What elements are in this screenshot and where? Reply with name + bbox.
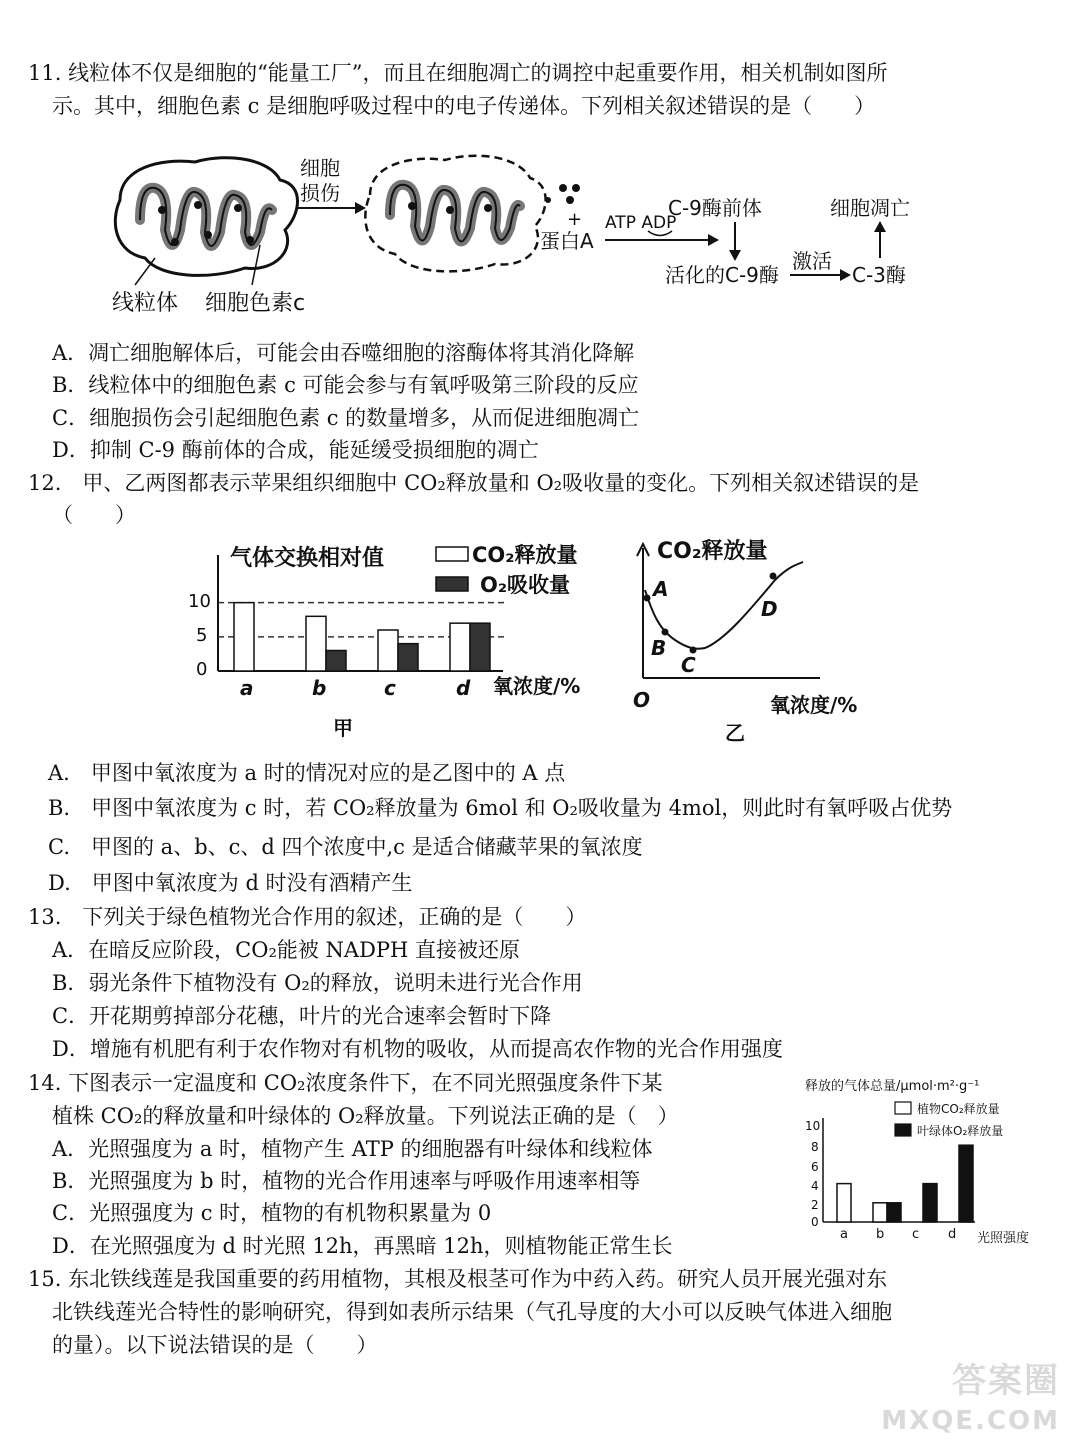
- q14-xtick-c: c: [912, 1227, 920, 1242]
- label-c9-precursor: C-9酶前体: [668, 196, 762, 220]
- q12-option-d: D. 甲图中氧浓度为 d 时没有酒精产生: [48, 871, 413, 895]
- watermark-logo: [881, 1361, 1060, 1441]
- chart-jia-legend-o2: O₂吸收量: [480, 573, 571, 597]
- q13-stem: 13. 下列关于绿色植物光合作用的叙述，正确的是（ ）: [28, 905, 587, 929]
- label-plus: +: [567, 209, 583, 230]
- watermark-logo-text: 答案圈: [952, 1361, 1060, 1401]
- watermark-url: MXQE.COM: [881, 1406, 1060, 1436]
- q14-xtick-a: a: [840, 1227, 848, 1242]
- chart-yi-caption: 乙: [725, 721, 745, 745]
- q12-option-a: A. 甲图中氧浓度为 a 时的情况对应的是乙图中的 A 点: [48, 761, 566, 785]
- q14-option-b: B．光照强度为 b 时，植物的光合作用速率与呼吸作用速率相等: [52, 1169, 641, 1193]
- chart-yi-xlabel: 氧浓度/%: [770, 693, 858, 717]
- jia-xtick-d: d: [456, 676, 471, 700]
- chart-jia: [188, 535, 608, 750]
- chart-jia-caption: 甲: [333, 716, 353, 740]
- q13-option-c: C．开花期剪掉部分花穗，叶片的光合速率会暂时下降: [52, 1004, 552, 1028]
- q12-option-c: C. 甲图的 a、b、c、d 四个浓度中,c 是适合储藏苹果的氧浓度: [48, 835, 643, 859]
- label-damage-top: 细胞: [300, 156, 340, 180]
- chart-yi: [625, 530, 895, 750]
- chart-q14-ytick-10: 10: [805, 1119, 821, 1133]
- q14-bar-a-series0: [837, 1184, 851, 1222]
- chart-q14-ytick-0: 0: [811, 1215, 819, 1229]
- q12-stem-line2: （ ）: [52, 503, 136, 527]
- q14-stem-line1: 14. 下图表示一定温度和 CO₂浓度条件下，在不同光照强度条件下某: [28, 1071, 663, 1095]
- chart-q14-ytick-4: 4: [811, 1179, 819, 1193]
- q14-xtick-b: b: [876, 1227, 885, 1242]
- label-cytochrome-c: 细胞色素c: [205, 291, 306, 315]
- q11-stem-line1: 11. 线粒体不仅是细胞的“能量工厂”，而且在细胞凋亡的调控中起重要作用，相关机制如图所: [28, 61, 888, 85]
- q15-stem-line2: 北铁线莲光合特性的影响研究，得到如表所示结果（气孔导度的大小可以反映气体进入细胞: [52, 1300, 892, 1324]
- q14-bar-c-series1: [923, 1184, 937, 1222]
- jia-bar-c-series0: [378, 630, 398, 671]
- mitochondrion-intact: [115, 158, 297, 285]
- chart-yi-point-a: [644, 595, 651, 602]
- chart-q14: [795, 1070, 1070, 1255]
- chart-jia-legend-swatch-co2: [436, 547, 468, 561]
- jia-bar-d-series0: [450, 623, 470, 671]
- q14-option-a: A．光照强度为 a 时，植物产生 ATP 的细胞器有叶绿体和线粒体: [52, 1137, 653, 1161]
- q11-option-d: D．抑制 C-9 酶前体的合成，能延缓受损细胞的凋亡: [52, 438, 539, 462]
- q11-mechanism-diagram: [100, 140, 940, 315]
- q14-bar-b-series0: [873, 1203, 887, 1222]
- jia-xtick-c: c: [384, 676, 396, 700]
- chart-yi-point-b: [662, 629, 669, 636]
- chart-q14-legend-swatch-co2: [895, 1102, 911, 1114]
- chart-q14-legend-co2: 植物CO₂释放量: [917, 1102, 1000, 1116]
- chart-q14-ytick-8: 8: [811, 1140, 819, 1154]
- label-apoptosis: 细胞凋亡: [830, 196, 910, 220]
- jia-xtick-a: a: [240, 676, 254, 700]
- q14-option-c: C．光照强度为 c 时，植物的有机物积累量为 0: [52, 1201, 492, 1225]
- jia-bar-b-series1: [326, 651, 346, 672]
- jia-bar-d-series1: [470, 623, 490, 671]
- label-damage-bottom: 损伤: [300, 181, 340, 205]
- chart-yi-label-b: B: [651, 636, 667, 660]
- released-cytochrome-c: [545, 184, 580, 204]
- chart-q14-title: 释放的气体总量/μmol·m²·g⁻¹: [805, 1079, 980, 1094]
- q13-option-d: D．增施有机肥有利于农作物对有机物的吸收，从而提高农作物的光合作用强度: [52, 1037, 783, 1061]
- q14-bar-b-series1: [887, 1203, 901, 1222]
- chart-yi-curve: [645, 562, 803, 649]
- q15-stem-line3: 的量）。以下说法错误的是（ ）: [52, 1333, 378, 1357]
- q12-stem-line1: 12. 甲、乙两图都表示苹果组织细胞中 CO₂释放量和 O₂吸收量的变化。下列相关叙述错误的是: [28, 471, 920, 495]
- q14-xtick-d: d: [948, 1227, 957, 1242]
- q11-option-b: B．线粒体中的细胞色素 c 可能会参与有氧呼吸第三阶段的反应: [52, 373, 639, 397]
- chart-q14-ytick-2: 2: [811, 1198, 819, 1212]
- chart-yi-label-c: C: [681, 653, 696, 677]
- chart-yi-ylabel: CO₂释放量: [657, 539, 768, 564]
- q11-option-a: A．凋亡细胞解体后，可能会由吞噬细胞的溶酶体将其消化降解: [52, 341, 635, 365]
- chart-q14-legend-o2: 叶绿体O₂释放量: [917, 1124, 1004, 1138]
- q14-option-d: D．在光照强度为 d 时光照 12h，再黑暗 12h，则植物能正常生长: [52, 1234, 673, 1258]
- q11-stem-line2: 示。其中，细胞色素 c 是细胞呼吸过程中的电子传递体。下列相关叙述错误的是（ ）: [52, 94, 876, 118]
- q13-option-b: B．弱光条件下植物没有 O₂的释放，说明未进行光合作用: [52, 971, 583, 995]
- label-c9-active: 活化的C-9酶: [665, 263, 779, 287]
- chart-q14-ytick-6: 6: [811, 1160, 819, 1174]
- label-activate: 激活: [792, 249, 832, 273]
- chart-yi-label-d: D: [761, 597, 778, 621]
- q14-bar-d-series1: [959, 1145, 973, 1222]
- chart-jia-ytick-0: 0: [196, 659, 208, 680]
- chart-jia-xlabel: 氧浓度/%: [493, 674, 581, 698]
- chart-jia-title: 气体交换相对值: [230, 546, 385, 571]
- chart-jia-ytick-10: 10: [188, 591, 211, 612]
- chart-q14-legend-swatch-o2: [895, 1124, 911, 1136]
- arrow-down-c9: [729, 222, 741, 261]
- label-mitochondrion: 线粒体: [112, 291, 179, 315]
- jia-bar-c-series1: [398, 644, 418, 671]
- q14-stem-line2: 植株 CO₂的释放量和叶绿体的 O₂释放量。下列说法正确的是（ ）: [52, 1104, 679, 1128]
- q13-option-a: A．在暗反应阶段，CO₂能被 NADPH 直接被还原: [52, 938, 521, 962]
- chart-jia-legend-swatch-o2: [436, 577, 468, 591]
- chart-yi-label-a: A: [653, 577, 669, 601]
- q15-stem-line1: 15. 东北铁线莲是我国重要的药用植物，其根及根茎可作为中药入药。研究人员开展光强对东: [28, 1267, 888, 1291]
- label-protein-a: 蛋白A: [540, 229, 594, 253]
- chart-yi-origin: O: [633, 688, 651, 712]
- chart-jia-legend-co2: CO₂释放量: [472, 543, 578, 567]
- q11-option-c: C．细胞损伤会引起细胞色素 c 的数量增多，从而促进细胞凋亡: [52, 406, 640, 430]
- chart-yi-point-d: [770, 573, 777, 580]
- chart-q14-xlabel: 光照强度: [977, 1231, 1030, 1246]
- arrow-up-apoptosis: [874, 221, 886, 258]
- jia-xtick-b: b: [312, 676, 327, 700]
- jia-bar-a-series0: [234, 603, 254, 671]
- label-atp-adp: ATP ADP: [605, 213, 677, 233]
- label-c3: C-3酶: [852, 263, 906, 287]
- arrow-atp: [605, 231, 719, 246]
- jia-bar-b-series0: [306, 616, 326, 671]
- q12-option-b: B. 甲图中氧浓度为 c 时，若 CO₂释放量为 6mol 和 O₂吸收量为 4mol，则此时有氧呼吸占优势: [48, 796, 953, 820]
- mitochondrion-damaged: [365, 156, 545, 272]
- chart-jia-ytick-5: 5: [196, 625, 208, 646]
